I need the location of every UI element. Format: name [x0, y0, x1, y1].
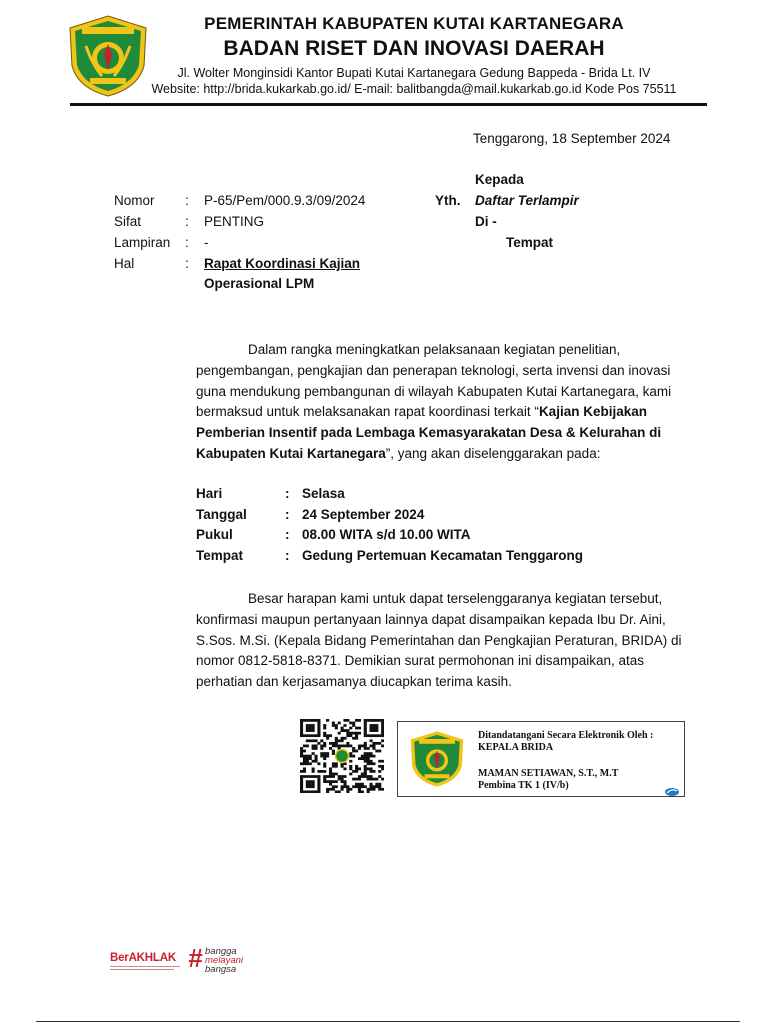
schedule-hari-label: Hari: [196, 486, 223, 501]
paragraph-1-line-6: Kabupaten Kutai Kartanegara”, yang akan diselenggarakan pada:: [196, 445, 601, 461]
schedule-tanggal-sep: :: [285, 507, 290, 522]
paragraph-1-line-3: guna mendukung pembangunan di wilayah Kabupaten Kutai Kartanegara, kami: [196, 383, 672, 399]
hash-mark: #: [188, 943, 203, 973]
meta-nomor-value: P-65/Pem/000.9.3/09/2024: [204, 193, 366, 208]
recipient-kepada: Kepada: [475, 172, 524, 187]
meta-sifat-sep: :: [185, 214, 189, 229]
signature-logo: [408, 730, 466, 788]
meta-sifat-label: Sifat: [114, 214, 142, 229]
tagline-bangga: bangga: [205, 946, 237, 957]
meta-nomor-sep: :: [185, 193, 189, 208]
electronic-signature-box: [397, 721, 685, 797]
meta-lampiran-label: Lampiran: [114, 235, 171, 250]
paragraph-2-line-3: S.Sos. M.Si. (Kepala Bidang Pemerintahan dan Pengkajian Peraturan, BRIDA) di: [196, 632, 682, 648]
body-paragraph-2: [196, 589, 687, 693]
berakhlak-subtext-lines: [110, 966, 188, 970]
meta-sifat-value: PENTING: [204, 214, 265, 229]
recipient-tempat: Tempat: [506, 235, 554, 250]
meta-lampiran-value: -: [204, 235, 209, 250]
paragraph-2-line-2: konfirmasi maupun pertanyaan lainnya dapat disampaikan kepada Ibu Dr. Aini,: [196, 611, 666, 627]
bangga-melayani-bangsa-logo: [188, 943, 258, 976]
signature-position: KEPALA BRIDA: [478, 742, 554, 753]
schedule-tempat-value: Gedung Pertemuan Kecamatan Tenggarong: [302, 548, 584, 563]
header-government-name: PEMERINTAH KABUPATEN KUTAI KARTANEGARA: [204, 14, 624, 33]
schedule-tempat-sep: :: [285, 548, 290, 563]
tagline-bangsa: bangsa: [205, 964, 237, 975]
paragraph-1-line-4: bermaksud untuk melaksanakan rapat koordinasi terkait “Kajian Kebijakan: [196, 404, 647, 420]
recipient-di: Di -: [475, 214, 497, 229]
paragraph-2-line-1: Besar harapan kami untuk dapat terselenggaranya kegiatan tersebut,: [248, 591, 663, 606]
meta-hal-label: Hal: [114, 256, 135, 271]
footer-divider: [36, 1021, 740, 1022]
paragraph-1-line-2: pengembangan, pengkajian dan penerapan teknologi, serta invensi dan inovasi: [196, 362, 671, 378]
schedule-tanggal-label: Tanggal: [196, 507, 247, 522]
recipient-name: Daftar Terlampir: [475, 193, 579, 208]
berakhlak-logo: [110, 952, 188, 976]
schedule-hari-sep: :: [285, 486, 290, 501]
berakhlak-wordmark: BerAKHLAK: [110, 952, 176, 964]
tagline-melayani: melayani: [205, 955, 244, 966]
paragraph-1-line-5: Pemberian Insentif pada Lembaga Kemasyarakatan Desa & Kelurahan di: [196, 425, 662, 441]
header-contact: Website: http://brida.kukarkab.go.id/ E-mail: balitbangda@mail.kukarkab.go.id Kode Pos 75511: [151, 82, 677, 96]
meta-hal-value-line2: Operasional LPM: [204, 276, 315, 291]
paragraph-1-line-1: Dalam rangka meningkatkan pelaksanaan kegiatan penelitian,: [248, 342, 621, 357]
paragraph-2-line-5: perhatian dan kerjasamanya diucapkan terima kasih.: [196, 674, 512, 690]
signature-rank: Pembina TK 1 (IV/b): [478, 780, 569, 791]
header-address: Jl. Wolter Monginsidi Kantor Bupati Kutai Kartanegara Gedung Bappeda - Brida Lt. IV: [177, 66, 651, 80]
paragraph-2-line-4: nomor 0812-5818-8371. Demikian surat permohonan ini disampaikan, atas: [196, 653, 645, 669]
meta-lampiran-sep: :: [185, 235, 189, 250]
body-paragraph-1: [196, 340, 687, 465]
recipient-yth: Yth.: [435, 193, 461, 208]
schedule-pukul-value: 08.00 WITA s/d 10.00 WITA: [302, 527, 471, 542]
schedule-pukul-label: Pukul: [196, 527, 233, 542]
schedule-pukul-sep: :: [285, 527, 290, 542]
meta-hal-sep: :: [185, 256, 189, 271]
place-date: Tenggarong, 18 September 2024: [473, 131, 671, 146]
signature-name: MAMAN SETIAWAN, S.T., M.T: [478, 768, 619, 779]
bsre-icon: [664, 784, 680, 794]
qr-code: [300, 719, 384, 793]
meta-nomor-label: Nomor: [114, 193, 155, 208]
header-agency-name: BADAN RISET DAN INOVASI DAERAH: [223, 37, 605, 60]
meta-hal-value-line1: Rapat Koordinasi Kajian: [204, 256, 361, 271]
schedule-tanggal-value: 24 September 2024: [302, 507, 425, 522]
schedule-tempat-label: Tempat: [196, 548, 244, 563]
signature-statement: Ditandatangani Secara Elektronik Oleh :: [478, 730, 654, 741]
header-divider: [70, 103, 707, 106]
schedule-hari-value: Selasa: [302, 486, 345, 501]
